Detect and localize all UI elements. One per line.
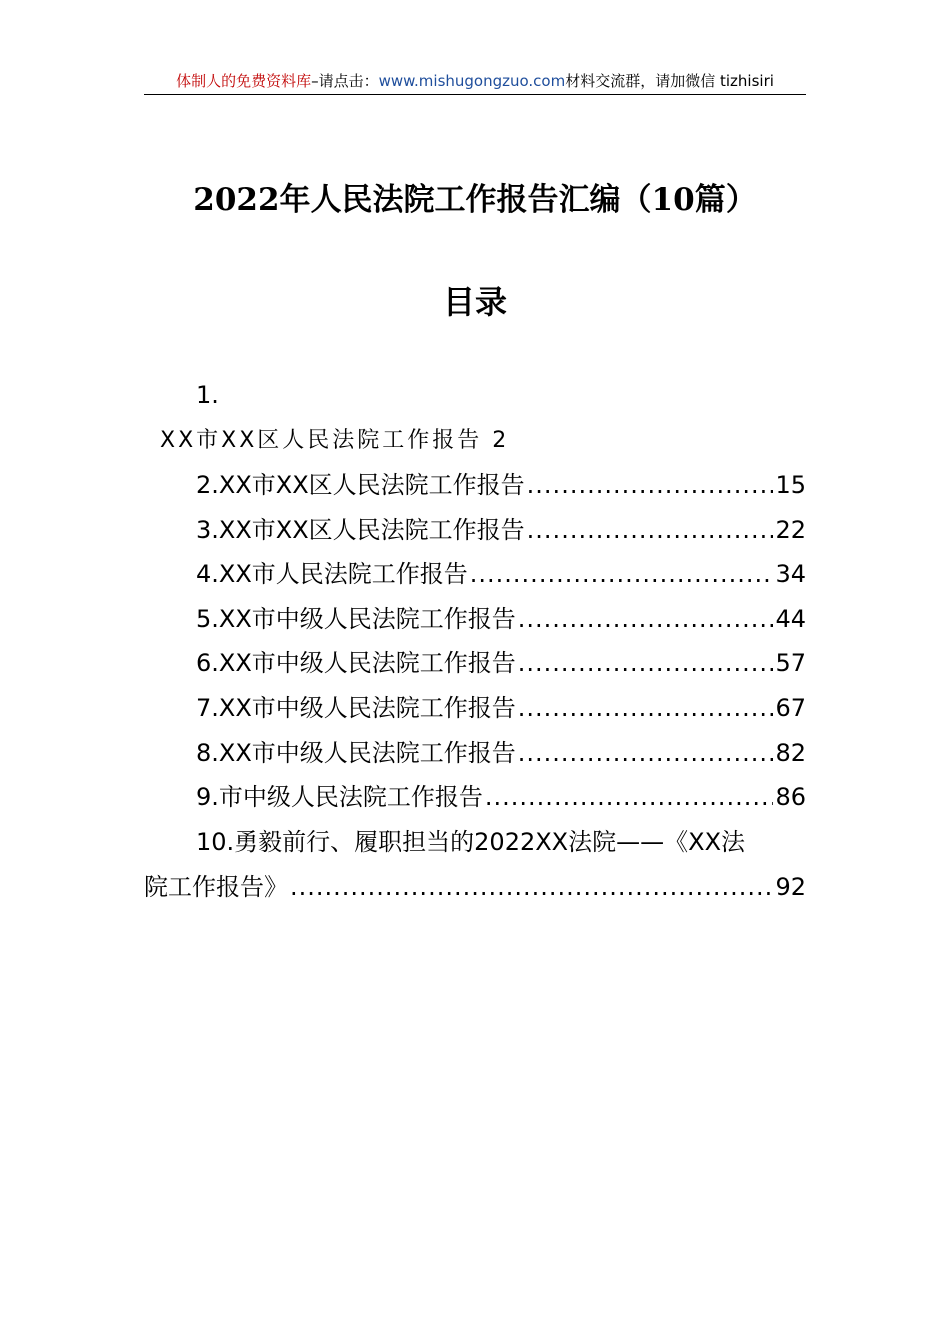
toc-dot-leader [485, 780, 774, 814]
header-note: 材料交流群，请加微信 tizhisiri [565, 72, 774, 90]
toc-heading: 目录 [442, 283, 507, 321]
document-title: 2022年人民法院工作报告汇编（10篇） [193, 182, 757, 218]
header-url-link[interactable]: www.mishugongzuo.com [378, 72, 566, 90]
toc-entry-title: 4.XX市人民法院工作报告 [196, 560, 468, 588]
toc-page-number: 44 [775, 605, 806, 633]
toc-entry-2[interactable] [196, 468, 806, 502]
toc-entry-title: 5.XX市中级人民法院工作报告 [196, 605, 516, 633]
toc-dot-leader [518, 691, 774, 725]
toc-page-number: 57 [775, 649, 806, 677]
toc-page-number: 15 [775, 471, 806, 499]
toc-entry-10-line-2[interactable] [144, 870, 806, 904]
toc-entry-9[interactable] [196, 780, 806, 814]
toc-entry-7[interactable] [196, 691, 806, 725]
toc-dot-leader [518, 736, 774, 770]
toc-entry-5[interactable] [196, 602, 806, 636]
toc-entry-1-number: 1. [196, 381, 219, 409]
toc-entry-8[interactable] [196, 736, 806, 770]
toc-dot-leader [518, 602, 774, 636]
toc-page-number: 92 [775, 873, 806, 901]
page-header [144, 68, 806, 95]
toc-entry-title: 2.XX市XX区人民法院工作报告 [196, 471, 525, 499]
toc-entry-title: 7.XX市中级人民法院工作报告 [196, 694, 516, 722]
toc-entry-title: 3.XX市XX区人民法院工作报告 [196, 516, 525, 544]
toc-entry-3[interactable] [196, 513, 806, 547]
toc-page-number: 82 [775, 739, 806, 767]
toc-entry-10-line-1[interactable]: 10.勇毅前行、履职担当的2022XX法院——《XX法 [196, 828, 746, 856]
toc-entry-1-text[interactable]: XX市XX区人民法院工作报告 2 [160, 428, 510, 453]
toc-page-number: 34 [775, 560, 806, 588]
toc-dot-leader [527, 513, 774, 547]
toc-entry-title: 6.XX市中级人民法院工作报告 [196, 649, 516, 677]
toc-page-number: 86 [775, 783, 806, 811]
header-brand: 体制人的免费资料库 [176, 72, 312, 90]
toc-dot-leader [518, 646, 774, 680]
toc-entry-title: 院工作报告》 [144, 873, 288, 901]
toc-entry-6[interactable] [196, 646, 806, 680]
toc-dot-leader [527, 468, 774, 502]
toc-dot-leader [290, 870, 773, 904]
toc-page-number: 22 [775, 516, 806, 544]
toc-entry-title: 9.市中级人民法院工作报告 [196, 783, 483, 811]
toc-page-number: 67 [775, 694, 806, 722]
header-prompt: –请点击： [311, 72, 379, 90]
toc-dot-leader [470, 557, 774, 591]
toc-entry-title: 8.XX市中级人民法院工作报告 [196, 739, 516, 767]
toc-entry-4[interactable] [196, 557, 806, 591]
